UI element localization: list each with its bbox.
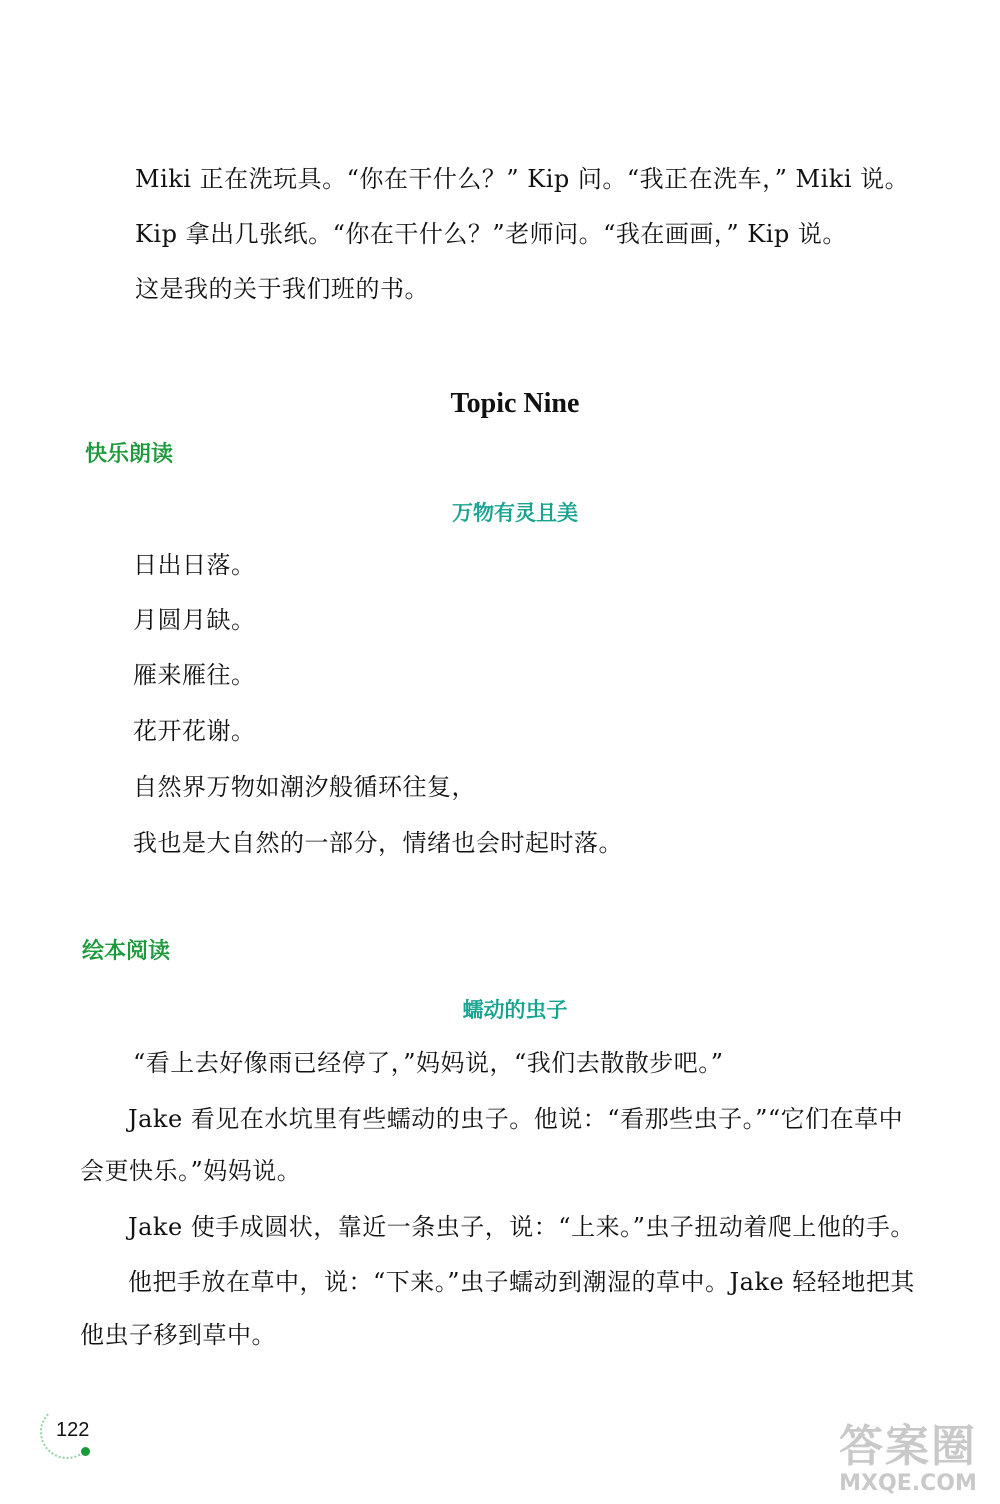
poem-line: 自然界万物如潮汐般循环往复， — [133, 773, 476, 801]
section-label-happy-reading: 快乐朗读 — [85, 442, 174, 467]
poem-line: 月圆月缺。 — [133, 606, 256, 634]
story-line: 他把手放在草中，说：“下来。”虫子蠕动到潮湿的草中。Jake 轻轻地把其 — [128, 1268, 915, 1296]
watermark-bottom: MXQE.COM — [839, 1471, 977, 1496]
story-line: Jake 使手成圆状，靠近一条虫子，说：“上来。”虫子扭动着爬上他的手。 — [128, 1213, 915, 1241]
intro-line: Kip 拿出几张纸。“你在干什么？”老师问。“我在画画，” Kip 说。 — [135, 220, 847, 248]
story-line: Jake 看见在水坑里有些蠕动的虫子。他说：“看那些虫子。”“它们在草中 — [128, 1105, 904, 1133]
poem-line: 我也是大自然的一部分，情绪也会时起时落。 — [133, 829, 623, 857]
story-line: 他虫子移到草中。 — [80, 1321, 276, 1349]
intro-line: 这是我的关于我们班的书。 — [135, 275, 429, 303]
topic-title: Topic Nine — [450, 388, 580, 419]
poem-line: 雁来雁往。 — [133, 661, 256, 689]
story-title: 蠕动的虫子 — [462, 998, 568, 1022]
story-line: “看上去好像雨已经停了，”妈妈说，“我们去散散步吧。” — [133, 1049, 724, 1077]
watermark-top: 答案圈 — [839, 1421, 977, 1472]
poem-title: 万物有灵且美 — [452, 501, 578, 525]
watermark-logo — [824, 1422, 992, 1496]
poem-line: 花开花谢。 — [133, 717, 256, 745]
section-label-picture-book: 绘本阅读 — [82, 939, 171, 964]
intro-line: Miki 正在洗玩具。“你在干什么？” Kip 问。“我正在洗车，” Miki 说。 — [135, 165, 910, 193]
story-line: 会更快乐。”妈妈说。 — [80, 1157, 302, 1185]
page-number-dot — [81, 1447, 90, 1456]
page-number: 122 — [56, 1419, 90, 1441]
poem-line: 日出日落。 — [133, 551, 256, 579]
